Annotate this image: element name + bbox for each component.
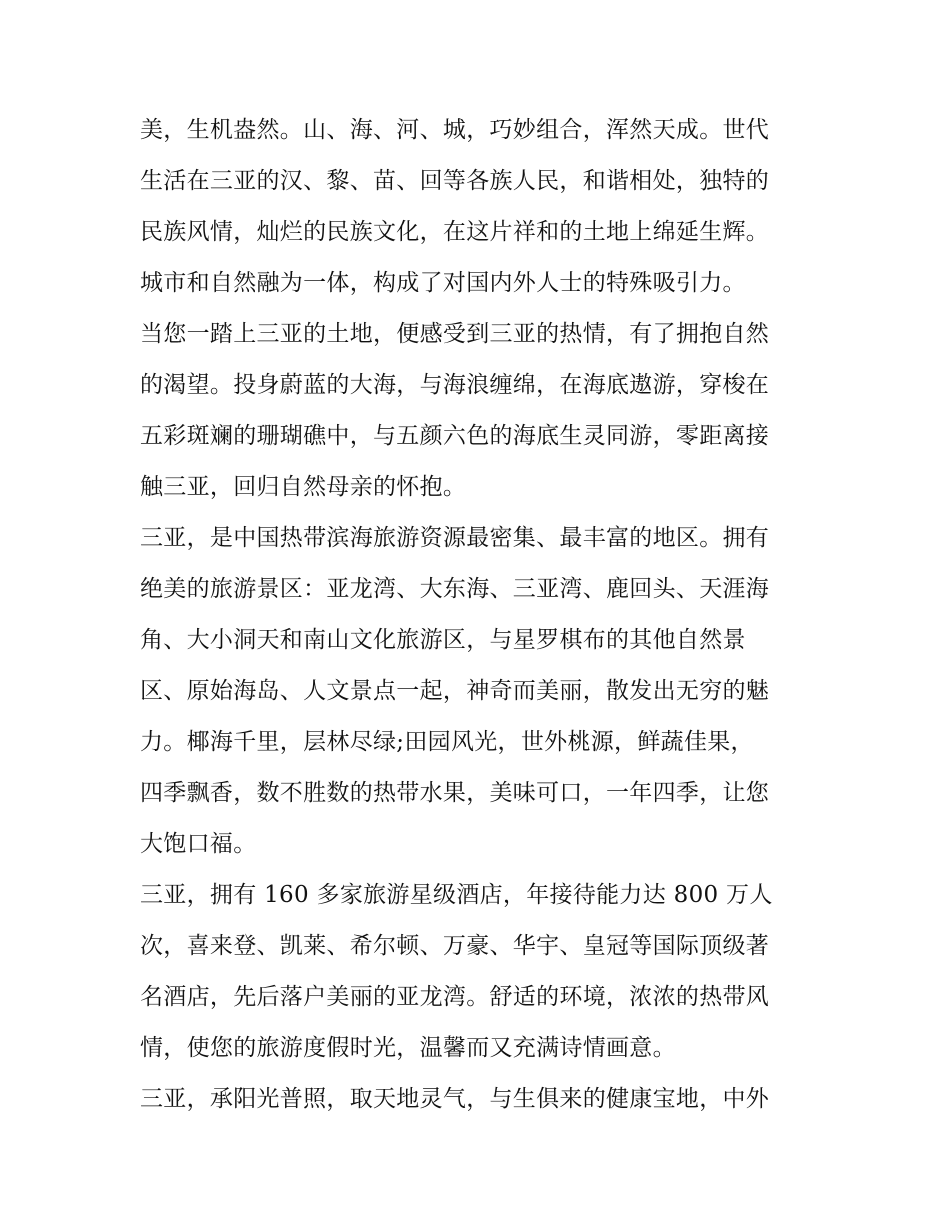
text-line: 绝美的旅游景区：亚龙湾、大东海、三亚湾、鹿回头、天涯海 bbox=[140, 576, 770, 602]
document-body-text bbox=[140, 109, 820, 1129]
text-line: 的渴望。投身蔚蓝的大海，与海浪缠绵，在海底遨游，穿梭在 bbox=[140, 372, 770, 398]
text-line: 三亚，拥有 160 多家旅游星级酒店，年接待能力达 800 万人 bbox=[140, 882, 773, 908]
text-line: 情，使您的旅游度假时光，温馨而又充满诗情画意。 bbox=[140, 1035, 676, 1061]
text-line: 力。椰海千里，层林尽绿;田园风光，世外桃源，鲜蔬佳果， bbox=[140, 729, 754, 755]
text-line: 大饱口福。 bbox=[140, 831, 257, 857]
text-line: 次，喜来登、凯莱、希尔顿、万豪、华宇、皇冠等国际顶级著 bbox=[140, 933, 770, 959]
text-line: 触三亚，回归自然母亲的怀抱。 bbox=[140, 474, 467, 500]
text-line: 生活在三亚的汉、黎、苗、回等各族人民，和谐相处，独特的 bbox=[140, 168, 770, 194]
text-line: 名酒店，先后落户美丽的亚龙湾。舒适的环境，浓浓的热带风 bbox=[140, 984, 770, 1010]
text-line: 三亚，是中国热带滨海旅游资源最密集、最丰富的地区。拥有 bbox=[140, 525, 770, 551]
text-line: 区、原始海岛、人文景点一起，神奇而美丽，散发出无穷的魅 bbox=[140, 678, 770, 704]
text-line: 五彩斑斓的珊瑚礁中，与五颜六色的海底生灵同游，零距离接 bbox=[140, 423, 770, 449]
text-line: 城市和自然融为一体，构成了对国内外人士的特殊吸引力。 bbox=[140, 270, 746, 296]
text-line: 美，生机盎然。山、海、河、城，巧妙组合，浑然天成。世代 bbox=[140, 117, 770, 143]
text-line: 当您一踏上三亚的土地，便感受到三亚的热情，有了拥抱自然 bbox=[140, 321, 770, 347]
text-line: 民族风情，灿烂的民族文化，在这片祥和的土地上绵延生辉。 bbox=[140, 219, 770, 245]
text-line: 四季飘香，数不胜数的热带水果，美味可口，一年四季，让您 bbox=[140, 780, 770, 806]
text-line: 角、大小洞天和南山文化旅游区，与星罗棋布的其他自然景 bbox=[140, 627, 746, 653]
text-line: 三亚，承阳光普照，取天地灵气，与生俱来的健康宝地，中外 bbox=[140, 1086, 770, 1112]
